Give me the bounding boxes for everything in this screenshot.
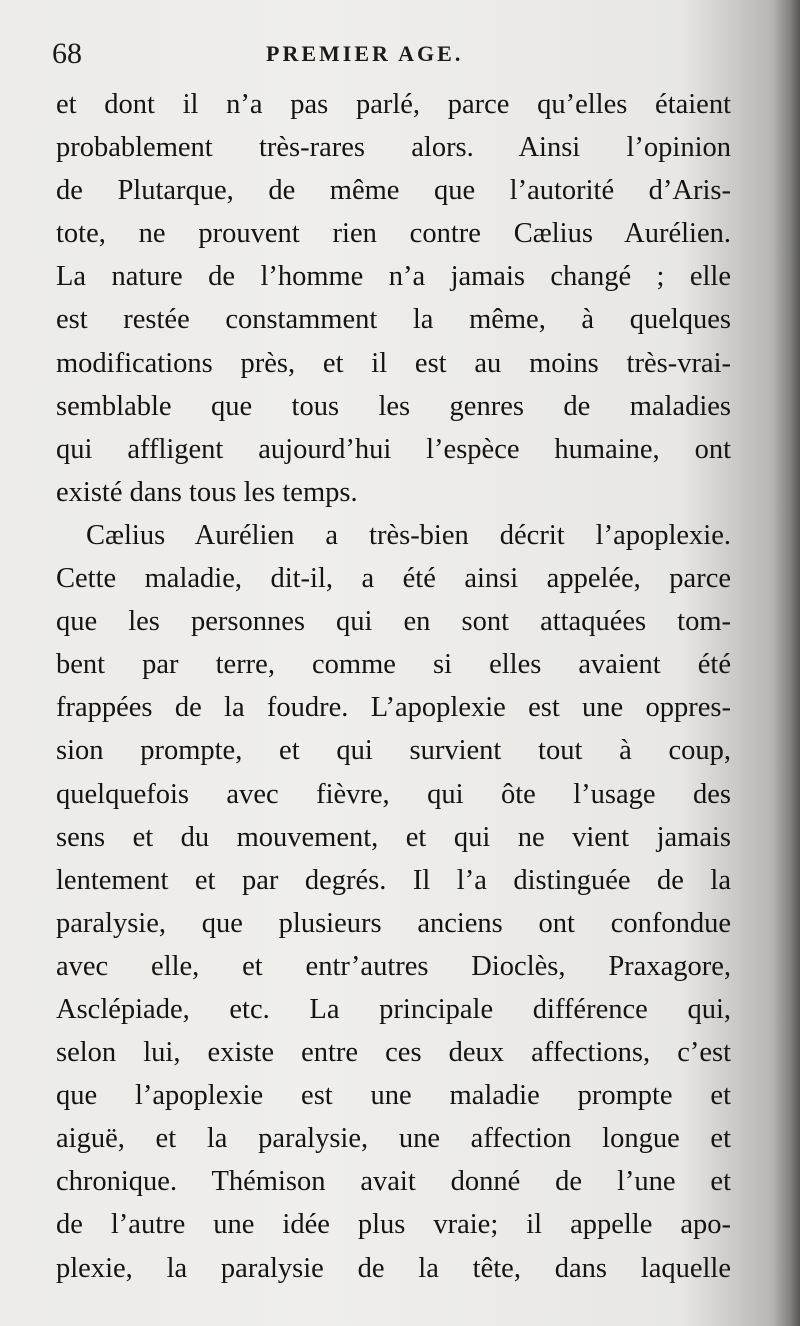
text-line: La nature de l’homme n’a jamais changé ; elle: [56, 261, 731, 293]
text-line: plexie, la paralysie de la tête, dans laquelle: [56, 1252, 731, 1284]
paragraph-start-line: Cælius Aurélien a très-bien décrit l’apoplexie.: [86, 519, 731, 551]
text-line: que l’apoplexie est une maladie prompte et: [56, 1080, 731, 1112]
text-line: avec elle, et entr’autres Dioclès, Praxagore,: [56, 950, 731, 982]
text-line: modifications près, et il est au moins très-vrai-: [56, 347, 731, 379]
text-line: lentement et par degrés. Il l’a distinguée de la: [56, 864, 731, 896]
text-line: selon lui, existe entre ces deux affections, c’est: [56, 1037, 731, 1069]
text-line: de l’autre une idée plus vraie; il appelle apo-: [56, 1209, 731, 1241]
text-line: est restée constamment la même, à quelques: [56, 304, 731, 336]
text-line: quelquefois avec fièvre, qui ôte l’usage des: [56, 778, 731, 810]
text-line: et dont il n’a pas parlé, parce qu’elles étaient: [56, 89, 731, 120]
text-line: tote, ne prouvent rien contre Cælius Aurélien.: [56, 218, 731, 250]
page-number: 68: [52, 37, 82, 70]
page-header: [52, 34, 742, 74]
body-text: [56, 83, 731, 1290]
text-line: sens et du mouvement, et qui ne vient jamais: [56, 821, 731, 853]
running-head: PREMIER AGE.: [266, 41, 464, 66]
page-gutter-shadow: [774, 0, 800, 1326]
text-line: semblable que tous les genres de maladies: [56, 390, 731, 422]
text-line: frappées de la foudre. L’apoplexie est une oppres-: [56, 692, 731, 724]
text-line: bent par terre, comme si elles avaient été: [56, 649, 731, 681]
paragraph-end-line: existé dans tous les temps.: [56, 476, 358, 508]
text-line: aiguë, et la paralysie, une affection longue et: [56, 1123, 731, 1155]
text-line: Cette maladie, dit-il, a été ainsi appelée, parce: [56, 563, 731, 595]
text-line: Asclépiade, etc. La principale différence qui,: [56, 993, 731, 1025]
text-line: chronique. Thémison avait donné de l’une et: [56, 1166, 731, 1198]
text-line: paralysie, que plusieurs anciens ont confondue: [56, 907, 731, 939]
text-line: de Plutarque, de même que l’autorité d’Aris-: [56, 175, 731, 207]
text-line: que les personnes qui en sont attaquées tom-: [56, 606, 731, 638]
text-line: sion prompte, et qui survient tout à coup,: [56, 735, 731, 767]
text-line: probablement très-rares alors. Ainsi l’opinion: [56, 132, 731, 164]
text-line: qui affligent aujourd’hui l’espèce humaine, ont: [56, 433, 731, 465]
